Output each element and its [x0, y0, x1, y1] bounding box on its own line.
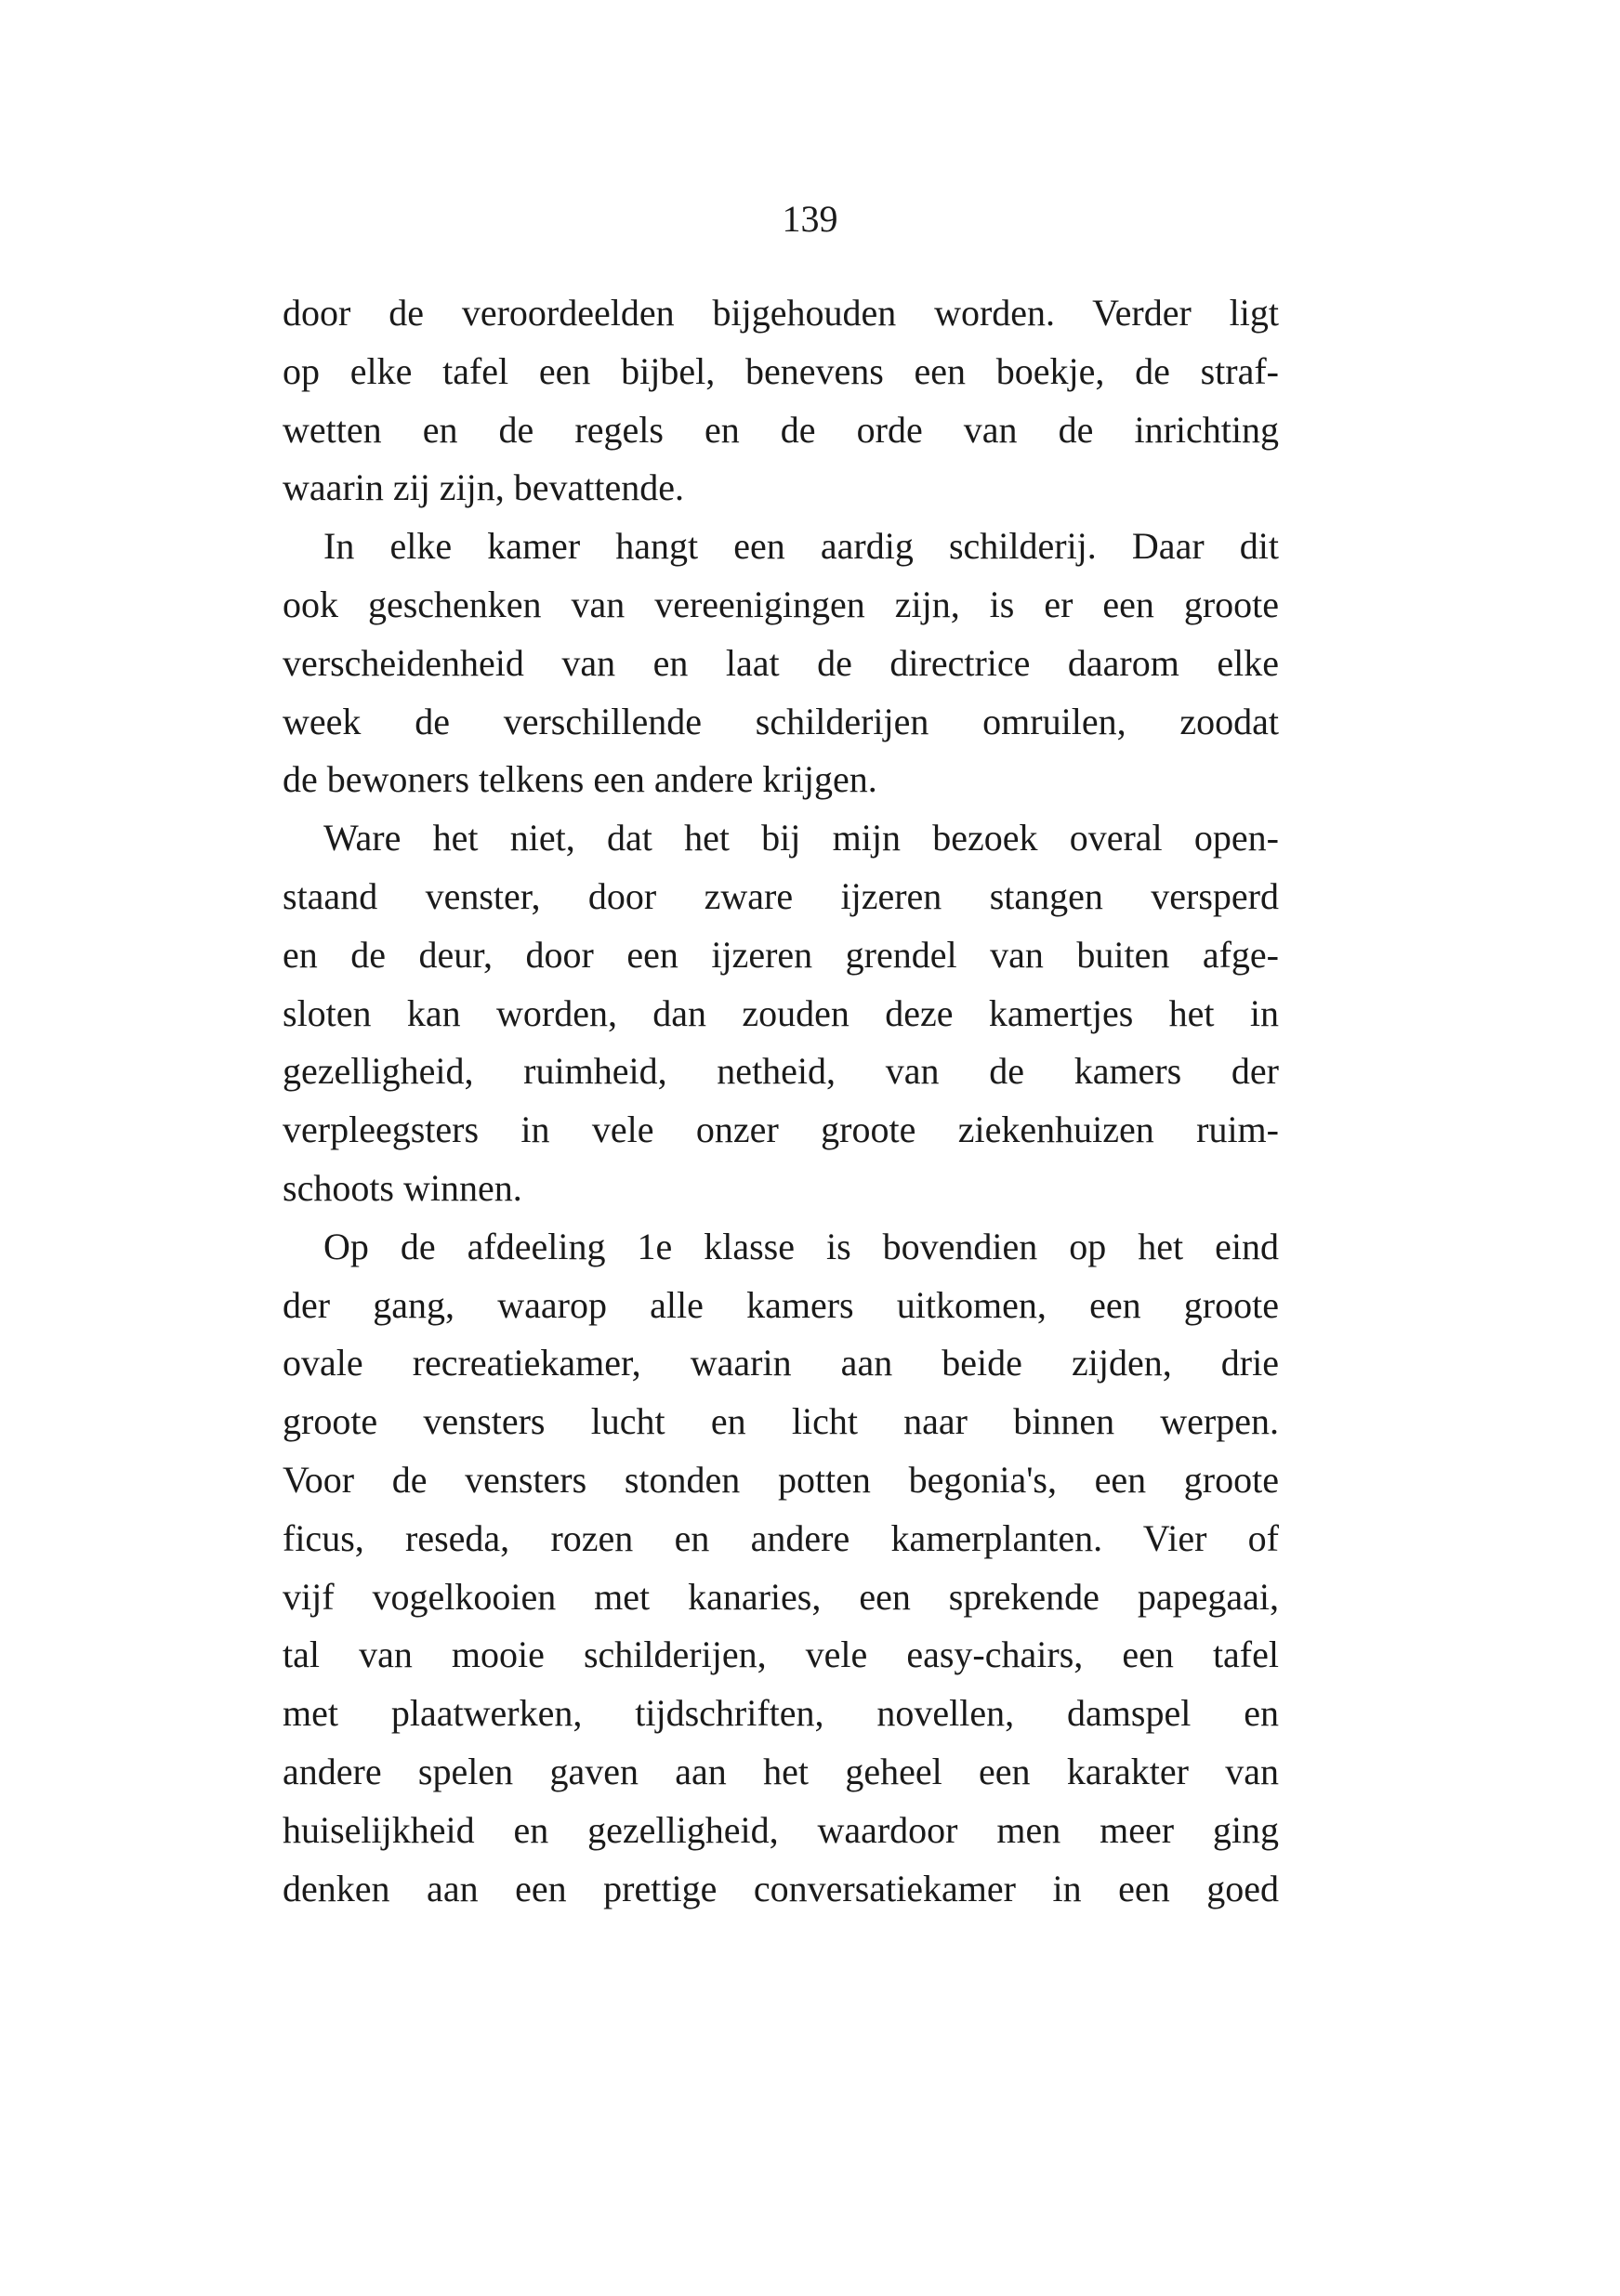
text-line: wetten en de regels en de orde van de inrichting [283, 408, 1279, 451]
text-line: ficus, reseda, rozen en andere kamerplanten. Vier of [283, 1516, 1279, 1559]
text-line: ovale recreatiekamer, waarin aan beide zijden, drie [283, 1342, 1279, 1384]
text-line: ook geschenken van vereenigingen zijn, is er een groote [283, 583, 1279, 625]
text-line: de bewoners telkens een andere krijgen. [283, 758, 877, 801]
page-number: 139 [782, 198, 838, 240]
text-line: groote vensters lucht en licht naar binnen werpen. [283, 1400, 1279, 1443]
text-line: Ware het niet, dat het bij mijn bezoek overal open- [323, 817, 1279, 859]
text-line: In elke kamer hangt een aardig schilderij. Daar dit [323, 525, 1279, 568]
text-line: andere spelen gaven aan het geheel een karakter van [283, 1750, 1279, 1792]
paragraph [283, 1218, 1279, 1919]
text-line: gezelligheid, ruimheid, netheid, van de kamers der [283, 1050, 1279, 1093]
paragraph [283, 518, 1279, 809]
paragraph [283, 809, 1279, 1218]
text-line: vijf vogelkooien met kanaries, een sprekende papegaai, [283, 1575, 1279, 1618]
text-line: tal van mooie schilderijen, vele easy-chairs, een tafel [283, 1633, 1279, 1676]
text-line: sloten kan worden, dan zouden deze kamertjes het in [283, 991, 1279, 1034]
text-line: verscheidenheid van en laat de directrice daarom elke [283, 641, 1279, 684]
text-line: Voor de vensters stonden potten begonia's, een groote [283, 1458, 1279, 1501]
paragraph [283, 284, 1279, 518]
text-line: door de veroordeelden bijgehouden worden. Verder ligt [283, 292, 1279, 334]
text-line: staand venster, door zware ijzeren stangen versperd [283, 874, 1279, 917]
text-line: Op de afdeeling 1e klasse is bovendien op het eind [323, 1225, 1279, 1267]
text-line: op elke tafel een bijbel, benevens een boekje, de straf- [283, 349, 1279, 392]
text-line: en de deur, door een ijzeren grendel van buiten afge- [283, 933, 1279, 976]
text-line: met plaatwerken, tijdschriften, novellen, damspel en [283, 1692, 1279, 1735]
body-text [283, 284, 1279, 1918]
text-line: schoots winnen. [283, 1166, 522, 1209]
text-line: waarin zij zijn, bevattende. [283, 466, 685, 509]
text-line: week de verschillende schilderijen omruilen, zoodat [283, 700, 1279, 742]
text-line: verpleegsters in vele onzer groote ziekenhuizen ruim- [283, 1109, 1279, 1151]
text-line: huiselijkheid en gezelligheid, waardoor men meer ging [283, 1808, 1279, 1851]
text-line: der gang, waarop alle kamers uitkomen, een groote [283, 1283, 1279, 1326]
text-line: denken aan een prettige conversatiekamer in een goed [283, 1867, 1279, 1909]
